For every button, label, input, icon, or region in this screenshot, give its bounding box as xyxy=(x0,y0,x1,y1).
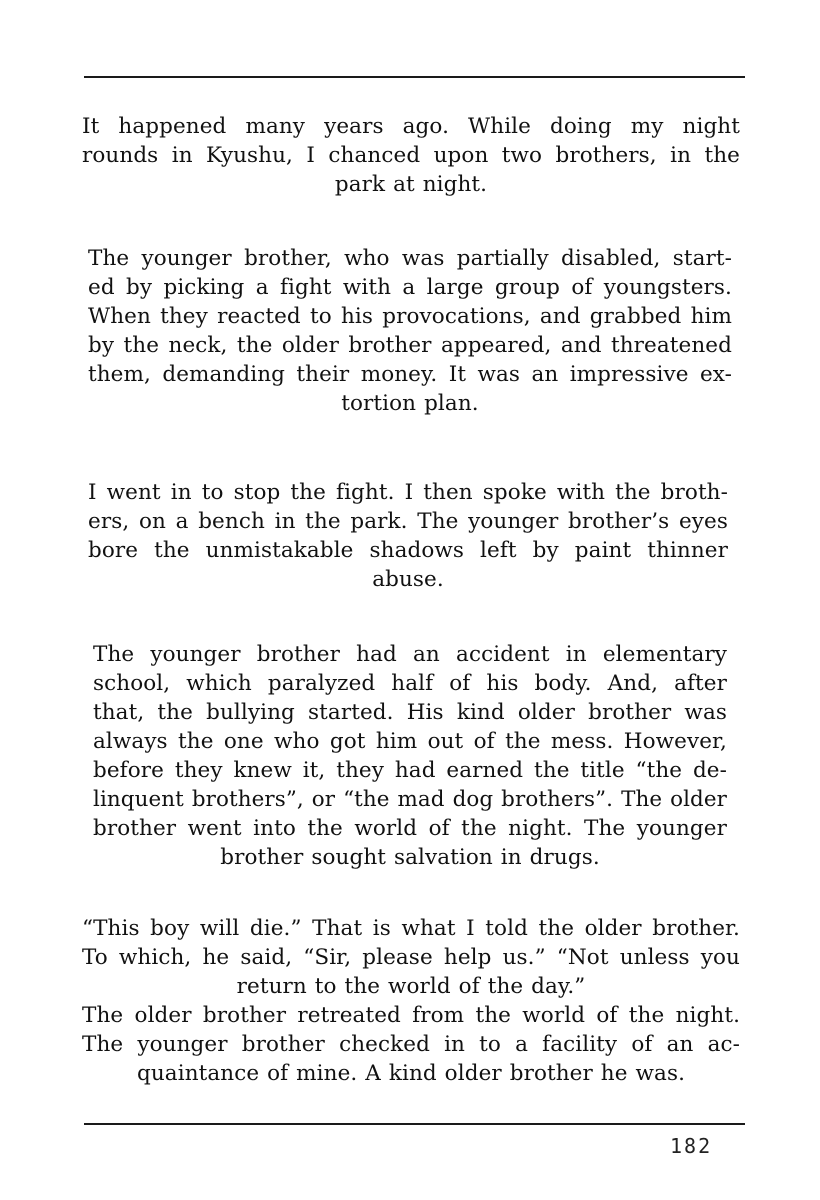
paragraph-5 xyxy=(82,914,740,1088)
text-line: ers, on a bench in the park. The younger brother’s eyes xyxy=(88,509,728,534)
text-line: always the one who got him out of the mess. However, xyxy=(93,729,727,754)
paragraph-1 xyxy=(82,112,740,199)
paragraph-2 xyxy=(88,244,732,418)
text-line: The older brother retreated from the world of the night. xyxy=(82,1003,740,1028)
text-line: I went in to stop the fight. I then spoke with the broth- xyxy=(88,480,728,505)
text-line: ed by picking a fight with a large group of youngsters. xyxy=(88,275,732,300)
text-line: It happened many years ago. While doing my night xyxy=(82,114,740,139)
bottom-rule xyxy=(84,1123,745,1125)
page-number: 182 xyxy=(670,1134,713,1158)
text-line: school, which paralyzed half of his body. And, after xyxy=(93,671,727,696)
text-line: brother sought salvation in drugs. xyxy=(220,845,600,870)
text-line: The younger brother had an accident in elementary xyxy=(93,642,727,667)
paragraph-4 xyxy=(93,640,727,872)
text-line: quaintance of mine. A kind older brother he was. xyxy=(136,1061,686,1086)
text-line: The younger brother, who was partially disabled, start- xyxy=(88,246,732,271)
text-line: tortion plan. xyxy=(341,391,479,416)
text-line: “This boy will die.” That is what I told the older brother. xyxy=(82,916,740,941)
paragraph-3 xyxy=(88,478,728,594)
text-line: linquent brothers”, or “the mad dog brothers”. The older xyxy=(93,787,727,812)
text-line: abuse. xyxy=(372,567,444,592)
text-line: brother went into the world of the night. The younger xyxy=(93,816,727,841)
text-line: park at night. xyxy=(334,172,488,197)
text-line: When they reacted to his provocations, and grabbed him xyxy=(88,304,732,329)
text-line: The younger brother checked in to a facility of an ac- xyxy=(82,1032,740,1057)
text-line: by the neck, the older brother appeared, and threatened xyxy=(88,333,732,358)
text-line: that, the bullying started. His kind older brother was xyxy=(93,700,727,725)
text-line: return to the world of the day.” xyxy=(236,974,586,999)
text-line: before they knew it, they had earned the title “the de- xyxy=(93,758,727,783)
text-line: rounds in Kyushu, I chanced upon two brothers, in the xyxy=(82,143,740,168)
text-line: them, demanding their money. It was an impressive ex- xyxy=(88,362,732,387)
top-rule xyxy=(84,76,745,78)
text-line: bore the unmistakable shadows left by paint thinner xyxy=(88,538,728,563)
text-line: To which, he said, “Sir, please help us.” “Not unless you xyxy=(82,945,740,970)
